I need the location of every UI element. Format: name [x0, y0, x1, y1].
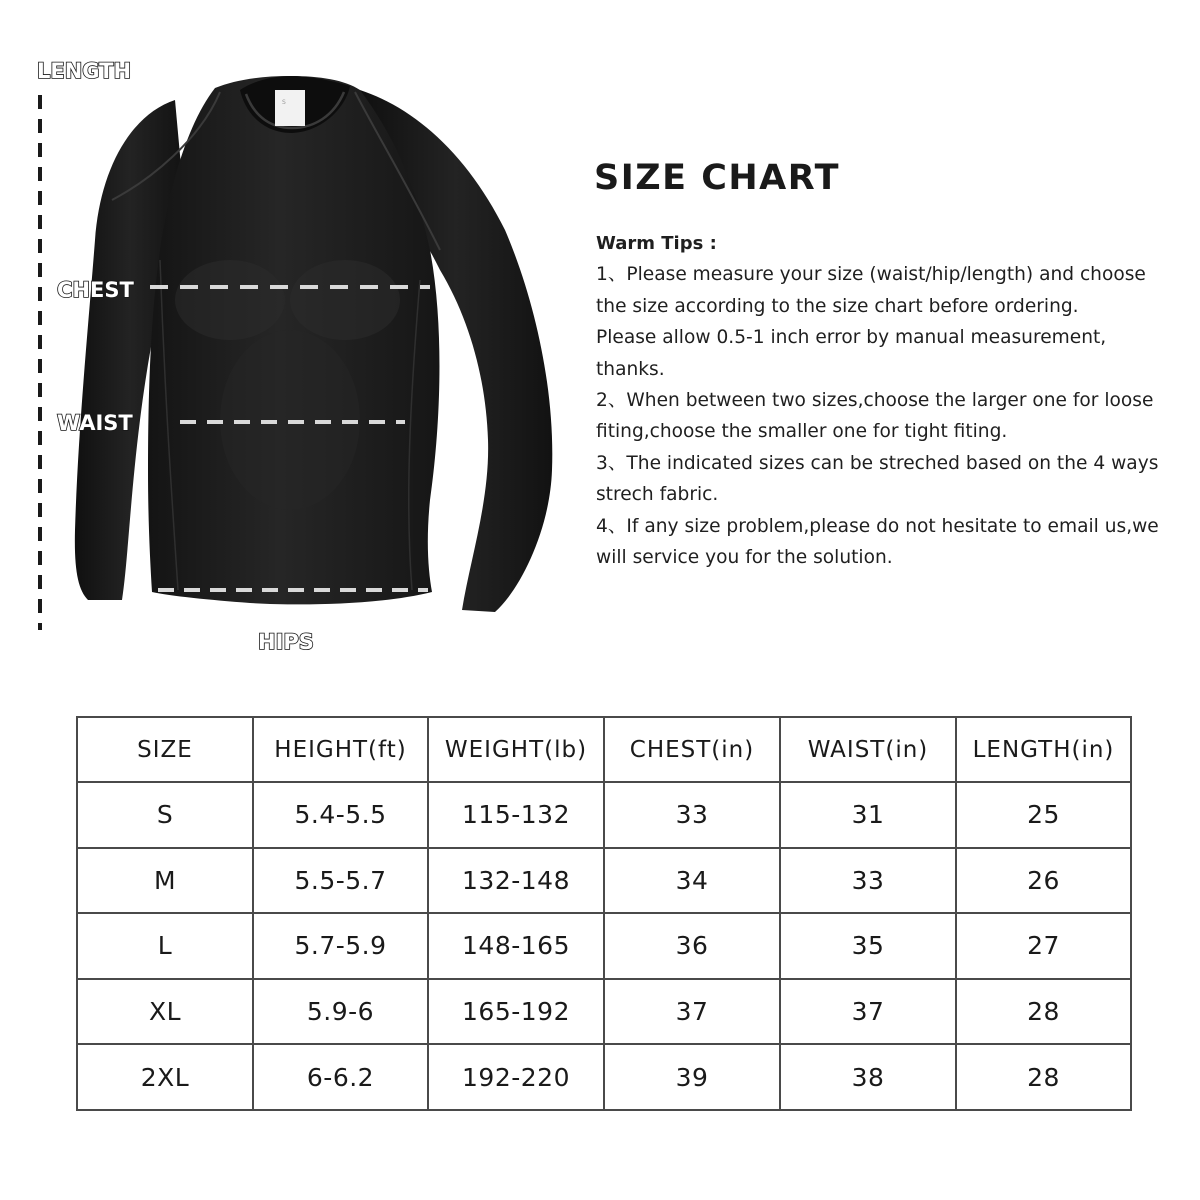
- column-header: HEIGHT(ft): [253, 717, 428, 782]
- table-cell: 27: [956, 913, 1131, 979]
- table-cell: 38: [780, 1044, 956, 1110]
- column-header: SIZE: [77, 717, 253, 782]
- table-cell: 36: [604, 913, 780, 979]
- table-cell: 192-220: [428, 1044, 604, 1110]
- neck-tag-icon: [275, 90, 305, 126]
- tip-line: 4、If any size problem,please do not hesitate to email us,we: [596, 515, 1159, 537]
- hips-label: HIPS: [258, 630, 314, 654]
- tip-line: the size according to the size chart before ordering.: [596, 295, 1079, 317]
- table-cell: 39: [604, 1044, 780, 1110]
- tip-line: fiting,choose the smaller one for tight fiting.: [596, 421, 1008, 443]
- chest-label: CHEST: [57, 278, 134, 302]
- length-label: LENGTH: [37, 59, 132, 83]
- column-header: WEIGHT(lb): [428, 717, 604, 782]
- table-cell: 5.7-5.9: [253, 913, 428, 979]
- table-cell: 165-192: [428, 979, 604, 1045]
- table-cell: 5.4-5.5: [253, 782, 428, 848]
- column-header: CHEST(in): [604, 717, 780, 782]
- tip-line: will service you for the solution.: [596, 547, 893, 569]
- table-cell: 5.5-5.7: [253, 848, 428, 914]
- waist-label: WAIST: [57, 411, 133, 435]
- table-row: [77, 782, 1131, 848]
- table-cell: 25: [956, 782, 1131, 848]
- table-cell: 28: [956, 1044, 1131, 1110]
- table-cell: 31: [780, 782, 956, 848]
- table-cell: 37: [604, 979, 780, 1045]
- table-row: [77, 913, 1131, 979]
- table-row: [77, 1044, 1131, 1110]
- table-cell: 34: [604, 848, 780, 914]
- table-cell: M: [77, 848, 253, 914]
- table-cell: 132-148: [428, 848, 604, 914]
- table-cell: S: [77, 782, 253, 848]
- long-sleeve-shirt-image: [0, 0, 580, 680]
- table-cell: 2XL: [77, 1044, 253, 1110]
- table-cell: 28: [956, 979, 1131, 1045]
- tip-line: 2、When between two sizes,choose the larger one for loose: [596, 390, 1154, 412]
- table-cell: 33: [604, 782, 780, 848]
- table-row: [77, 848, 1131, 914]
- tip-line: thanks.: [596, 358, 665, 380]
- table-cell: 35: [780, 913, 956, 979]
- size-chart-title: SIZE CHART: [594, 158, 841, 198]
- table-header-row: [77, 717, 1131, 782]
- svg-text:S: S: [282, 99, 286, 106]
- table-cell: 148-165: [428, 913, 604, 979]
- size-table: [76, 716, 1132, 1111]
- table-cell: 26: [956, 848, 1131, 914]
- tip-line: Please allow 0.5-1 inch error by manual measurement,: [596, 327, 1107, 349]
- table-cell: 6-6.2: [253, 1044, 428, 1110]
- tip-line: strech fabric.: [596, 484, 719, 506]
- warm-tips: [596, 228, 1186, 573]
- column-header: WAIST(in): [780, 717, 956, 782]
- column-header: LENGTH(in): [956, 717, 1131, 782]
- table-cell: 37: [780, 979, 956, 1045]
- table-cell: XL: [77, 979, 253, 1045]
- tip-line: 3、The indicated sizes can be streched based on the 4 ways: [596, 452, 1159, 474]
- table-cell: L: [77, 913, 253, 979]
- table-row: [77, 979, 1131, 1045]
- warm-tips-heading: Warm Tips :: [596, 233, 717, 254]
- table-cell: 33: [780, 848, 956, 914]
- table-cell: 5.9-6: [253, 979, 428, 1045]
- tip-line: 1、Please measure your size (waist/hip/length) and choose: [596, 264, 1146, 286]
- garment-illustration: [0, 0, 580, 680]
- table-cell: 115-132: [428, 782, 604, 848]
